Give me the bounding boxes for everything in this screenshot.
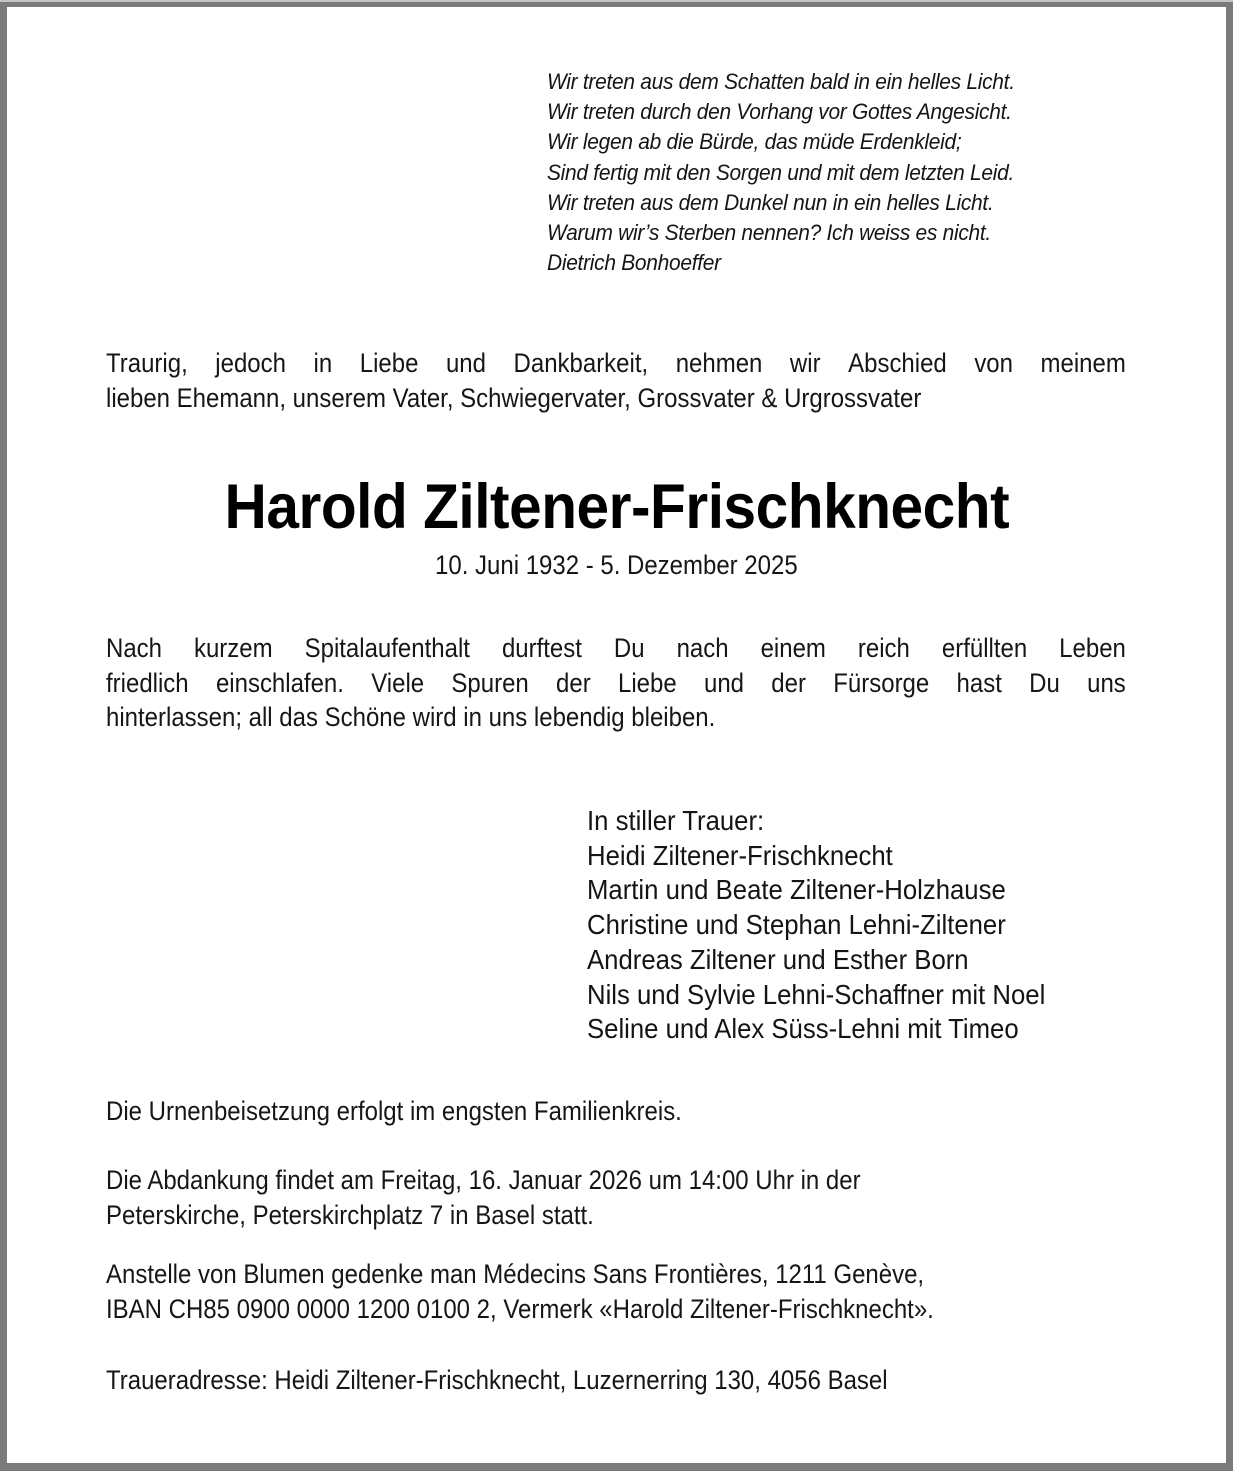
word: der	[771, 667, 806, 698]
word: erfüllten	[941, 633, 1028, 663]
word: Spitalaufenthalt	[304, 633, 470, 663]
poem-line: Wir treten aus dem Schatten bald in ein helles Licht.	[547, 69, 1015, 94]
word: Du	[613, 633, 645, 663]
word: Liebe	[359, 348, 419, 378]
word: und	[703, 667, 745, 698]
word: einem	[760, 633, 826, 663]
mourner-name: Martin und Beate Ziltener-Holzhause	[587, 874, 1006, 906]
word: jedoch	[215, 348, 286, 378]
word: nach	[676, 633, 729, 663]
poem-line: Wir legen ab die Bürde, das müde Erdenkleid;	[547, 129, 962, 155]
mourner-name: Christine und Stephan Lehni-Ziltener	[587, 909, 1006, 941]
word: Leben	[1059, 633, 1126, 663]
poem-quote	[547, 67, 1015, 278]
word: Traurig,	[106, 348, 188, 378]
word: Spuren	[451, 667, 529, 698]
poem-line: Wir treten aus dem Dunkel nun in ein helles Licht.	[547, 189, 994, 215]
word: und	[445, 348, 486, 378]
obituary-card	[7, 7, 1226, 1463]
word: meinem	[1040, 348, 1126, 378]
donation-notice-line: IBAN CH85 0900 0000 1200 0100 2, Vermerk «Harold Ziltener-Frischknecht».	[106, 1293, 934, 1324]
burial-notice-text: Die Urnenbeisetzung erfolgt im engsten Familienkreis.	[106, 1096, 682, 1126]
intro-line: lieben Ehemann, unserem Vater, Schwiegervater, Grossvater & Urgrossvater	[106, 382, 922, 413]
word: von	[974, 348, 1013, 378]
mourning-address	[106, 1363, 970, 1398]
poem-author: Dietrich Bonhoeffer	[547, 250, 721, 276]
mourner-name: Andreas Ziltener und Esther Born	[587, 943, 969, 975]
life-dates	[7, 548, 1226, 582]
intro-line-justified	[106, 346, 1126, 381]
word: reich	[857, 633, 910, 663]
mourner-name: Heidi Ziltener-Frischknecht	[587, 839, 893, 871]
word: kurzem	[193, 633, 273, 663]
life-dates-text: 10. Juni 1932 - 5. Dezember 2025	[435, 550, 798, 580]
word: Abschied	[848, 348, 947, 378]
word: Viele	[371, 667, 425, 698]
word: Fürsorge	[833, 667, 930, 698]
deceased-name	[7, 469, 1226, 545]
farewell-line: hinterlassen; all das Schöne wird in uns lebendig bleiben.	[106, 702, 716, 732]
farewell-line-justified	[106, 666, 1126, 701]
word: wir	[789, 348, 821, 378]
poem-line: Wir treten durch den Vorhang vor Gottes Angesicht.	[547, 99, 1012, 125]
burial-notice	[106, 1094, 742, 1129]
service-notice	[106, 1163, 940, 1232]
deceased-name-text: Harold Ziltener-Frischknecht	[224, 472, 1009, 542]
intro-text	[106, 346, 1126, 415]
donation-notice-line: Anstelle von Blumen gedenke man Médecins Sans Frontières, 1211 Genève,	[106, 1259, 925, 1289]
word: uns	[1087, 667, 1126, 698]
word: durftest	[501, 633, 582, 663]
service-notice-line: Peterskirche, Peterskirchplatz 7 in Basel statt.	[106, 1199, 594, 1230]
mourner-name: Seline und Alex Süss-Lehni mit Timeo	[587, 1013, 1019, 1045]
word: nehmen	[675, 348, 763, 378]
word: Du	[1029, 667, 1060, 698]
word: einschlafen.	[215, 667, 344, 698]
poem-line: Warum wir’s Sterben nennen? Ich weiss es nicht.	[547, 220, 991, 246]
mourning-address-text: Traueradresse: Heidi Ziltener-Frischknecht, Luzernerring 130, 4056 Basel	[106, 1365, 888, 1395]
donation-notice	[106, 1257, 1021, 1326]
word: Liebe	[618, 667, 677, 698]
word: Nach	[106, 633, 162, 663]
mourners-heading: In stiller Trauer:	[587, 805, 765, 836]
frame-top-edge	[0, 0, 1233, 2]
word: friedlich	[106, 667, 189, 698]
poem-line: Sind fertig mit den Sorgen und mit dem letzten Leid.	[547, 159, 1015, 185]
farewell-text	[106, 631, 1126, 735]
service-notice-line: Die Abdankung findet am Freitag, 16. Januar 2026 um 14:00 Uhr in der	[106, 1165, 861, 1195]
word: in	[313, 348, 333, 378]
mourners-list	[587, 804, 1077, 1047]
mourner-name: Nils und Sylvie Lehni-Schaffner mit Noel	[587, 978, 1046, 1010]
word: der	[556, 667, 591, 698]
word: hast	[956, 667, 1002, 698]
word: Dankbarkeit,	[513, 348, 649, 378]
farewell-line-justified	[106, 631, 1126, 666]
